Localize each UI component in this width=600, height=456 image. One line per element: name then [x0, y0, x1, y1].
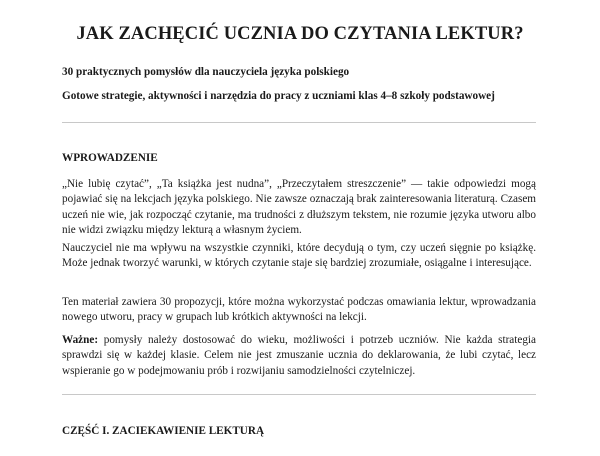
note-label: Ważne:	[62, 334, 99, 346]
intro-paragraph-2: Nauczyciel nie ma wpływu na wszystkie czynniki, które decydują o tym, czy uczeń sięgnie po książkę. Może jednak tworzyć warunki, w których czytanie staje się bardziej zrozumiałe, osiągalne i interesujące.	[62, 242, 536, 270]
section-heading-introduction: WPROWADZENIE	[62, 152, 158, 164]
document-title: JAK ZACHĘCIĆ UCZNIA DO CZYTANIA LEKTUR?	[76, 24, 524, 44]
document-subtitle: 30 praktycznych pomysłów dla nauczyciela języka polskiego	[62, 66, 350, 78]
intro-paragraph-1: „Nie lubię czytać”, „Ta książka jest nudna”, „Przeczytałem streszczenie” — takie odpowiedzi mogą pojawiać się na lekcjach języka polskiego. Nie zawsze oznaczają brak zainteresowania literaturą. Czasem uczeń nie wie, jak rozpocząć czytanie, ma trudności z dłuższym tekstem, nie rozumie języka utworu albo nie widzi związku między lekturą a własnym życiem.	[62, 178, 536, 237]
note-paragraph	[62, 333, 536, 379]
section-heading-part-1: CZĘŚĆ I. ZACIEKAWIENIE LEKTURĄ	[62, 425, 265, 437]
note-text: pomysły należy dostosować do wieku, możliwości i potrzeb uczniów. Nie każda strategia sprawdzi się w każdej klasie. Celem nie jest zmuszanie ucznia do deklarowania, że lubi czytać, lecz wspieranie go w podejmowaniu prób i rozwijaniu samodzielności czytelniczej.	[62, 334, 536, 377]
divider	[62, 394, 536, 395]
document-subtitle-secondary: Gotowe strategie, aktywności i narzędzia do pracy z uczniami klas 4–8 szkoły podstawowej	[62, 90, 495, 102]
intro-paragraph-3: Ten materiał zawiera 30 propozycji, które można wykorzystać podczas omawiania lektur, wprowadzania nowego utworu, pracy w grupach lub krótkich aktywności na lekcji.	[62, 296, 536, 324]
divider	[62, 122, 536, 123]
